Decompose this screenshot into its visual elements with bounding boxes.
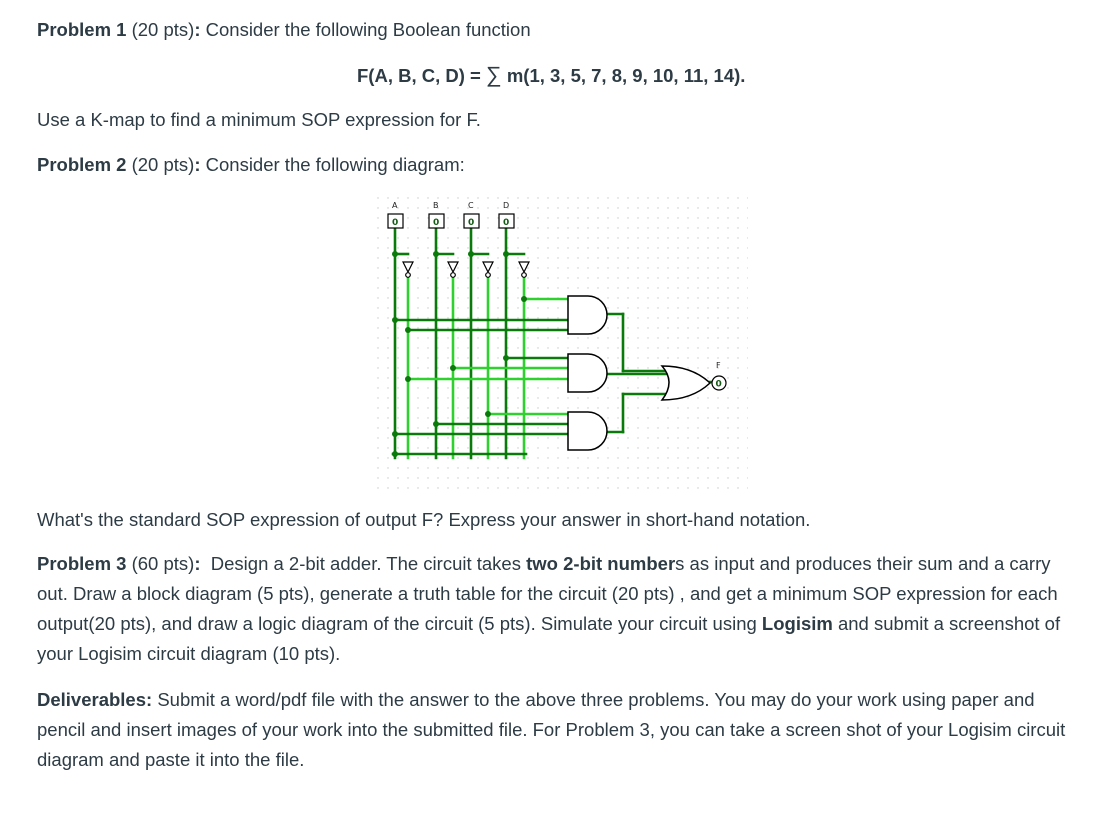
problem2-pts: (20 pts) [131,154,195,175]
deliverables-label: Deliverables: [37,689,153,710]
boolean-function [357,62,745,88]
logic-circuit-diagram [376,196,748,490]
problem2-heading [37,152,465,178]
sigma-symbol: ∑ [486,62,502,87]
svg-text:0: 0 [503,218,510,228]
svg-text:0: 0 [715,379,722,390]
deliverables-paragraph [37,685,1077,775]
problem3-text-2: s as input and produces their sum and a carry out. Draw a block diagram (5 pts), generate a truth table for the circuit (20 pts) , and get a minimum SOP expression for each output(20 pts), and draw a logic diagram of the circuit (5 pts). Simulate your circuit using [37,553,1058,634]
and-gate-2 [568,354,607,392]
problem2-colon: : [194,154,201,175]
and-gate-3 [568,412,607,450]
problem3-pts: (60 pts) [131,553,195,574]
problem2-label: Problem 2 [37,154,127,175]
problem1-colon: : [194,19,201,40]
deliverables-text: Submit a word/pdf file with the answer to the above three problems. You may do your work using paper and pencil and insert images of your work into the submitted file. For Problem 3, you can take a screen shot of your Logisim circuit diagram and paste it into the file. [37,689,1066,770]
problem3-paragraph [37,549,1077,669]
problem3-label: Problem 3 [37,553,127,574]
problem1-label: Problem 1 [37,19,127,40]
svg-text:0: 0 [468,218,475,228]
svg-text:0: 0 [392,218,399,228]
problem1-instruction: Use a K-map to find a minimum SOP expression for F. [37,109,481,130]
function-lhs: F(A, B, C, D) = [357,65,481,86]
grid-background [376,196,748,490]
and-gate-1 [568,296,607,334]
problem3-colon: : [194,553,201,574]
svg-text:D: D [503,201,510,210]
problem1-heading [37,17,531,43]
problem3-text-1: Design a 2-bit adder. The circuit takes [210,553,527,574]
svg-text:F: F [716,361,721,370]
svg-text:0: 0 [433,218,440,228]
problem2-question: What's the standard SOP expression of output F? Express your answer in short-hand notation. [37,509,811,530]
svg-text:C: C [468,201,474,210]
svg-text:A: A [392,201,398,210]
problem3-bold-numbers: two 2-bit number [526,553,676,574]
svg-text:B: B [433,201,439,210]
problem1-intro: Consider the following Boolean function [205,19,531,40]
problem3-bold-logisim: Logisim [761,613,833,634]
problem1-pts: (20 pts) [131,19,195,40]
problem2-intro: Consider the following diagram: [205,154,465,175]
problem3-text-3: and submit a screenshot of your Logisim circuit diagram (10 pts). [37,613,1061,664]
function-rhs: m(1, 3, 5, 7, 8, 9, 10, 11, 14). [506,65,746,86]
